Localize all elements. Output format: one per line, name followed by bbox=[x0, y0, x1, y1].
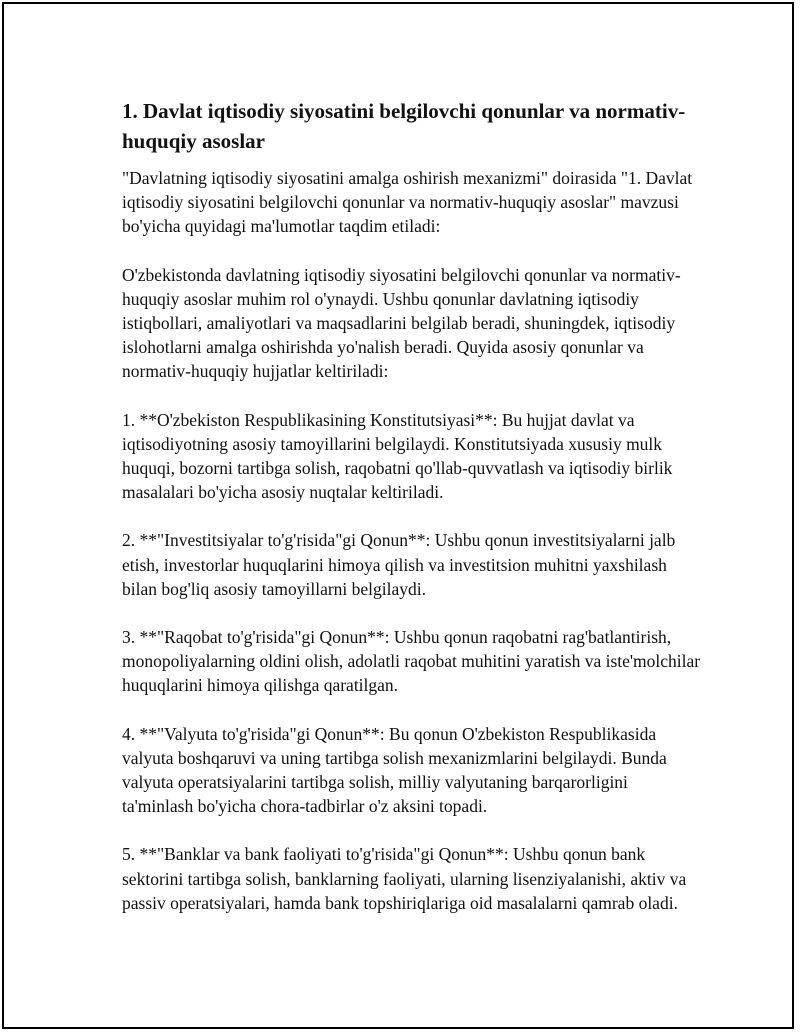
list-item-constitution: 1. **O'zbekiston Respublikasining Konstitutsiyasi**: Bu hujjat davlat va iqtisodiyotning asosiy tamoyillarini belgilaydi. Konstitutsiyada xususiy mulk huquqi, bozorni tartibga solish, raqobatni qo'llab-quvvatlash va iqtisodiy birlik masalalari bo'yicha asosiy nuqtalar keltiriladi. bbox=[122, 409, 673, 503]
list-item-investment-law: 2. **"Investitsiyalar to'g'risida"gi Qonun**: Ushbu qonun investitsiyalarni jalb etish, investorlar huquqlarini himoya qilish va investitsion muhitni yaxshilash bilan bog'liq asosiy tamoyillarni belgilaydi. bbox=[122, 530, 676, 599]
page-frame bbox=[2, 2, 794, 1029]
list-item-banking-law: 5. **"Banklar va bank faoliyati to'g'risida"gi Qonun**: Ushbu qonun bank sektorini tartibga solish, banklarning faoliyati, ularning lisenziyalanishi, aktiv va passiv operatsiyalari, hamda bank topshiriqlariga oid masalalarni qamrab oladi. bbox=[122, 844, 687, 913]
document-body bbox=[122, 96, 702, 939]
paragraph-overview: O'zbekistonda davlatning iqtisodiy siyosatini belgilovchi qonunlar va normativ-huquqiy asoslar muhim rol o'ynaydi. Ushbu qonunlar davlatning iqtisodiy istiqbollari, amaliyotlari va maqsadlarini belgilab beradi, shuningdek, iqtisodiy islohotlarni amalga oshirishda yo'nalish beradi. Quyida asosiy qonunlar va normativ-huquqiy hujjatlar keltiriladi: bbox=[122, 264, 681, 382]
list-item-competition-law: 3. **"Raqobat to'g'risida"gi Qonun**: Ushbu qonun raqobatni rag'batlantirish, monopoliyalarning oldini olish, adolatli raqobat muhitini yaratish va iste'molchilar huquqlarini himoya qilishga qaratilgan. bbox=[122, 627, 701, 696]
list-item-currency-law: 4. **"Valyuta to'g'risida"gi Qonun**: Bu qonun O'zbekiston Respublikasida valyuta boshqaruvi va uning tartibga solish mexanizmlarini belgilaydi. Bunda valyuta operatsiyalarini tartibga solish, milliy valyutaning barqarorligini ta'minlash bo'yicha chora-tadbirlar o'z aksini topadi. bbox=[122, 723, 667, 817]
paragraph-intro: "Davlatning iqtisodiy siyosatini amalga oshirish mexanizmi" doirasida "1. Davlat iqtisodiy siyosatini belgilovchi qonunlar va normativ-huquqiy asoslar" mavzusi bo'yicha quyidagi ma'lumotlar taqdim etiladi: bbox=[122, 168, 693, 237]
document-title: 1. Davlat iqtisodiy siyosatini belgilovchi qonunlar va normativ-huquqiy asoslar bbox=[122, 99, 686, 153]
